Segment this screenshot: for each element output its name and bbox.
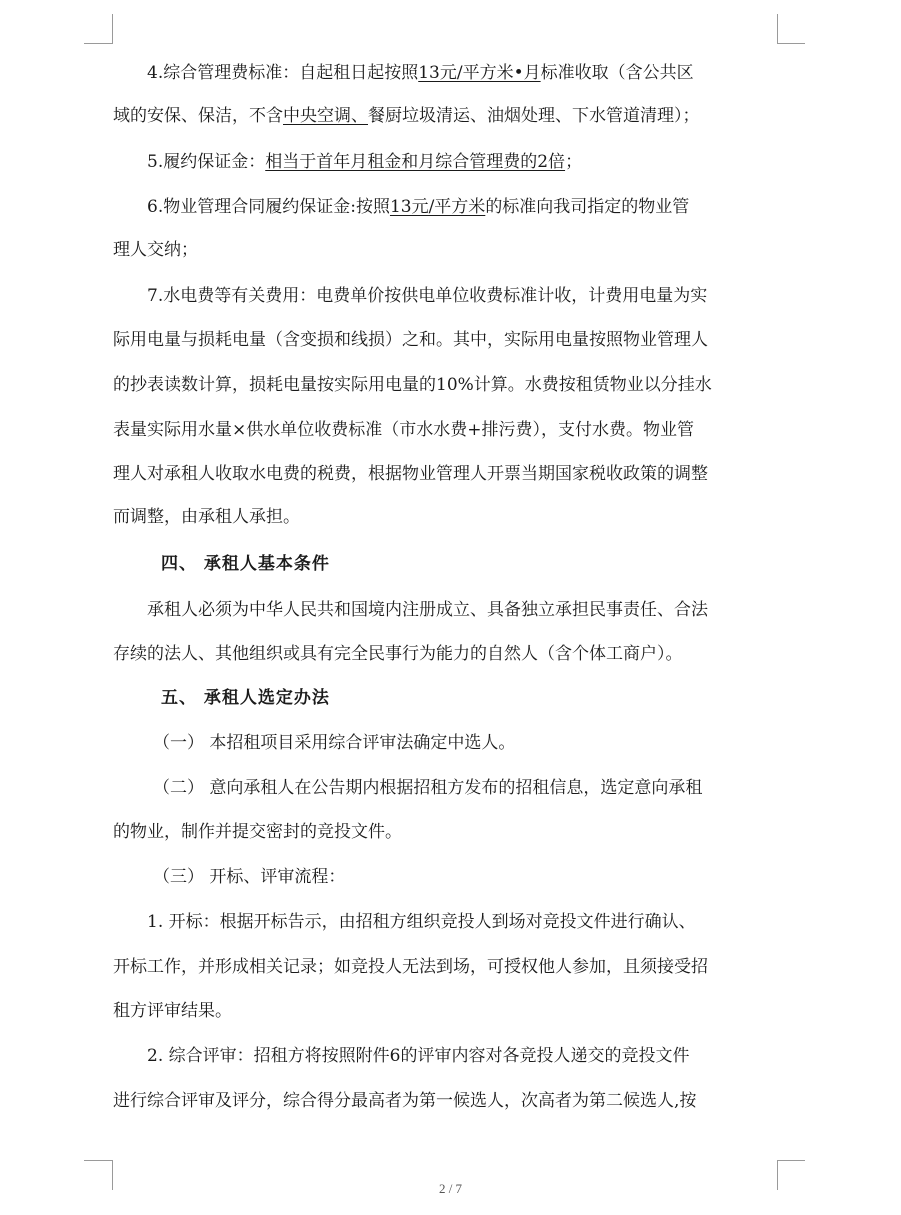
text-line: 开标工作，并形成相关记录；如竞投人无法到场，可授权他人参加，且须接受招 [113, 957, 708, 977]
crop-mark-top-right-v [777, 14, 778, 44]
text-line: 进行综合评审及评分，综合得分最高者为第一候选人，次高者为第二候选人,按 [113, 1091, 697, 1111]
line-text: 餐厨垃圾清运、油烟处理、下水管道清理）； [368, 106, 700, 126]
text-line [113, 186, 775, 229]
crop-mark-bottom-right-h [777, 1160, 805, 1161]
underlined-fee: 13元/平方米•月 [418, 63, 541, 83]
text-line: 的抄表读数计算，损耗电量按实际用电量的10%计算。水费按租赁物业以分挂水 [113, 375, 712, 395]
text-line: （三） 开标、评审流程： [153, 867, 346, 887]
text-line: 理人对承租人收取水电费的税费，根据物业管理人开票当期国家税收政策的调整 [113, 464, 708, 484]
crop-mark-top-left-v [112, 14, 113, 44]
crop-mark-bottom-left-h [84, 1160, 112, 1161]
line-text: 5.履约保证金： [147, 152, 266, 172]
underlined-exclusion: 中央空调、 [283, 106, 368, 126]
text-line [113, 141, 775, 184]
text-line: 的物业，制作并提交密封的竞投文件。 [113, 822, 402, 842]
text-line: 租方评审结果。 [113, 1001, 232, 1021]
line-text: 6.物业管理合同履约保证金:按照 [147, 197, 390, 217]
page-number: 2 / 7 [438, 1181, 463, 1196]
text-line: 际用电量与损耗电量（含变损和线损）之和。其中，实际用电量按照物业管理人 [113, 330, 708, 350]
text-line: 7.水电费等有关费用：电费单价按供电单位收费标准计收，计费用电量为实 [147, 286, 708, 306]
underlined-rate: 13元/平方米 [389, 197, 486, 217]
underlined-deposit: 相当于首年月租金和月综合管理费的2倍 [265, 152, 566, 172]
text-line [113, 52, 775, 95]
text-line [113, 95, 775, 138]
section-heading-4: 四、 承租人基本条件 [161, 554, 330, 574]
text-line: 1. 开标：根据开标告示，由招租方组织竞投人到场对竞投文件进行确认、 [147, 912, 696, 932]
line-text: 的标准向我司指定的物业管 [485, 197, 690, 217]
line-text: ； [565, 152, 583, 172]
line-text: 域的安保、保洁，不含 [113, 106, 283, 126]
text-line: （二） 意向承租人在公告期内根据招租方发布的招租信息，选定意向承租 [153, 778, 703, 798]
text-line: 承租人必须为中华人民共和国境内注册成立、具备独立承担民事责任、合法 [147, 600, 708, 620]
text-line: 理人交纳； [113, 240, 198, 260]
text-line: （一） 本招租项目采用综合评审法确定中选人。 [153, 733, 516, 753]
text-line: 存续的法人、其他组织或具有完全民事行为能力的自然人（含个体工商户）。 [113, 644, 683, 664]
text-line: 而调整，由承租人承担。 [113, 507, 300, 527]
line-text: 标准收取（含公共区 [540, 63, 694, 83]
crop-mark-top-left-h [84, 43, 112, 44]
text-line: 表量实际用水量×供水单位收费标准（市水水费+排污费），支付水费。物业管 [113, 420, 694, 440]
line-text: 4.综合管理费标准：自起租日起按照 [147, 63, 419, 83]
text-line: 2. 综合评审：招租方将按照附件6的评审内容对各竞投人递交的竞投文件 [147, 1046, 690, 1066]
section-heading-5: 五、 承租人选定办法 [161, 688, 330, 708]
crop-mark-top-right-h [777, 43, 805, 44]
